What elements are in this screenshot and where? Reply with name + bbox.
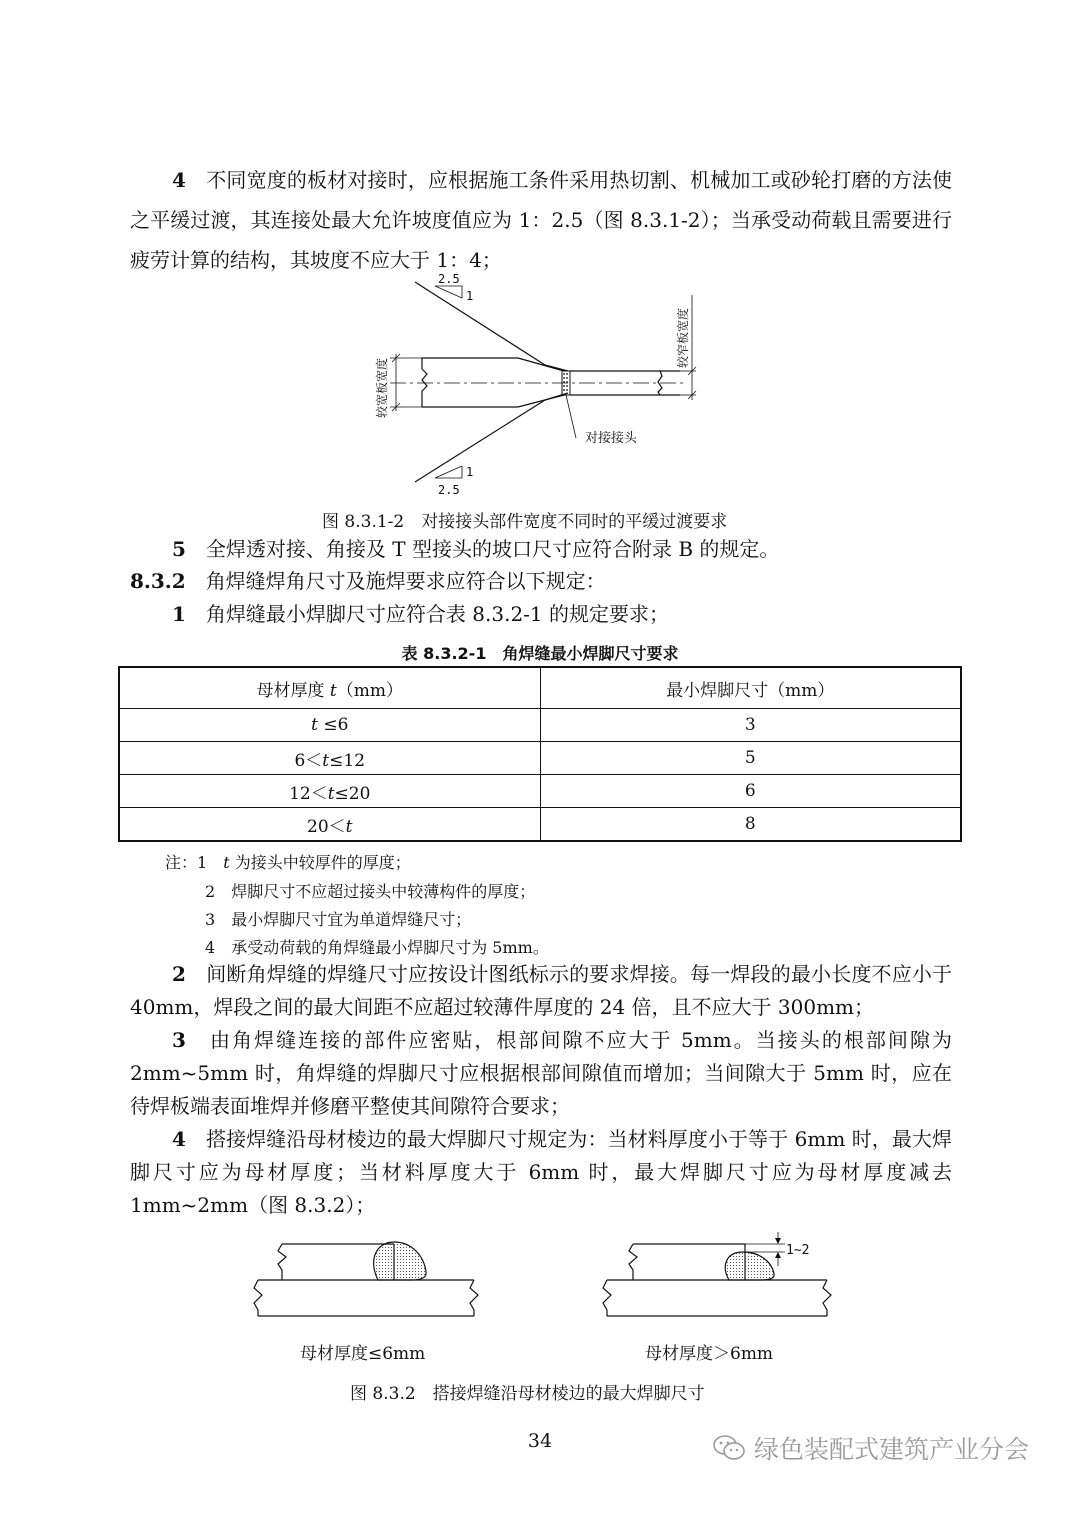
fig2-right-label: 母材厚度＞6mm xyxy=(645,1344,774,1364)
item-1 xyxy=(130,601,669,627)
note-1: 注：1 t 为接头中较厚件的厚度； xyxy=(165,853,411,872)
header-cell-thickness: 母材厚度 t（mm） xyxy=(119,667,540,709)
slope-top-run: 2.5 xyxy=(438,272,460,286)
item-3 xyxy=(130,1024,952,1123)
figure-caption-2: 图 8.3.2 搭接焊缝沿母材棱边的最大焊脚尺寸 xyxy=(350,1384,705,1404)
note-4: 4 承受动荷载的角焊缝最小焊脚尺寸为 5mm。 xyxy=(205,938,549,957)
cell-thickness: t ≤6 xyxy=(119,709,540,742)
figure-lap-weld xyxy=(240,1228,840,1328)
item-number: 1 xyxy=(172,602,186,626)
item-text: 由角焊缝连接的部件应密贴，根部间隙不应大于 5mm。当接头的根部间隙为 2mm~5mm 时，角焊缝的焊脚尺寸应根据根部间隙值而增加；当间隙大于 5mm 时，应在待焊板端表面堆焊并修磨平整使其间隙符合要求； xyxy=(130,1028,952,1118)
cell-thickness: 20＜t xyxy=(119,808,540,842)
section-text: 角焊缝焊角尺寸及施焊要求应符合以下规定： xyxy=(205,569,606,593)
paragraph-text: 不同宽度的板材对接时，应根据施工条件采用热切割、机械加工或砂轮打磨的方法使之平缓过渡，其连接处最大允许坡度值应为 1：2.5（图 8.3.1-2）；当承受动荷载且需要进行疲劳计算的结构，其坡度不应大于 1：4； xyxy=(130,168,953,272)
slope-bottom-rise: 1 xyxy=(466,465,474,479)
item-number: 2 xyxy=(172,962,186,986)
figure-width-transition xyxy=(340,270,720,502)
dimension-label: 1~2 xyxy=(786,1243,810,1258)
section-heading-8-3-2 xyxy=(130,568,606,594)
cell-leg-size: 5 xyxy=(540,742,961,775)
note-2: 2 焊脚尺寸不应超过接头中较薄构件的厚度； xyxy=(205,882,536,901)
paragraph-5 xyxy=(130,536,779,562)
fig2-left-label: 母材厚度≤6mm xyxy=(300,1344,426,1364)
item-text: 角焊缝最小焊脚尺寸应符合表 8.3.2-1 的规定要求； xyxy=(205,602,670,626)
header-cell-leg-size: 最小焊脚尺寸（mm） xyxy=(540,667,961,709)
page-number: 34 xyxy=(527,1430,553,1452)
item-2 xyxy=(130,958,952,1024)
table-row xyxy=(119,709,961,742)
watermark xyxy=(712,1430,1029,1466)
watermark-text: 绿色装配式建筑产业分会 xyxy=(753,1435,1029,1464)
slope-top-rise: 1 xyxy=(466,289,474,303)
cell-leg-size: 6 xyxy=(540,775,961,808)
wide-plate-label: 较宽板宽度 xyxy=(375,357,389,418)
item-number: 4 xyxy=(172,168,186,192)
cell-leg-size: 3 xyxy=(540,709,961,742)
item-4 xyxy=(130,1123,952,1222)
cell-thickness: 6＜t≤12 xyxy=(119,742,540,775)
cell-thickness: 12＜t≤20 xyxy=(119,775,540,808)
joint-label: 对接接头 xyxy=(585,431,638,446)
cell-leg-size: 8 xyxy=(540,808,961,842)
item-number: 5 xyxy=(172,537,186,561)
figure-caption-1: 图 8.3.1-2 对接接头部件宽度不同时的平缓过渡要求 xyxy=(322,512,728,532)
item-number: 4 xyxy=(172,1127,186,1151)
slope-line-top xyxy=(415,282,545,365)
item-text: 搭接焊缝沿母材棱边的最大焊脚尺寸规定为：当材料厚度小于等于 6mm 时，最大焊脚尺寸应为母材厚度；当材料厚度大于 6mm 时，最大焊脚尺寸应为母材厚度减去 1mm~2mm（图 8.3.2）； xyxy=(130,1127,953,1217)
table-row xyxy=(119,808,961,842)
paragraph-text: 全焊透对接、角接及 T 型接头的坡口尺寸应符合附录 B 的规定。 xyxy=(205,537,780,561)
note-3: 3 最小焊脚尺寸宜为单道焊缝尺寸； xyxy=(205,910,472,929)
table-row xyxy=(119,775,961,808)
slope-line-bottom xyxy=(415,400,545,482)
table-title: 表 8.3.2-1 角焊缝最小焊脚尺寸要求 xyxy=(401,644,679,663)
weld-bead-right xyxy=(725,1252,774,1280)
item-number: 3 xyxy=(172,1028,186,1052)
fillet-weld-table xyxy=(118,666,962,842)
table-row xyxy=(119,742,961,775)
slope-bottom-run: 2.5 xyxy=(438,483,460,497)
item-text: 间断角焊缝的焊缝尺寸应按设计图纸标示的要求焊接。每一焊段的最小长度不应小于 40mm，焊段之间的最大间距不应超过较薄件厚度的 24 倍，且不应大于 300mm； xyxy=(130,962,953,1019)
table-header-row xyxy=(119,667,961,709)
section-number: 8.3.2 xyxy=(130,569,186,593)
narrow-plate-label: 较窄板宽度 xyxy=(676,307,690,368)
wechat-icon xyxy=(712,1434,746,1462)
weld-bead-left xyxy=(374,1242,426,1280)
paragraph-4 xyxy=(130,160,952,280)
